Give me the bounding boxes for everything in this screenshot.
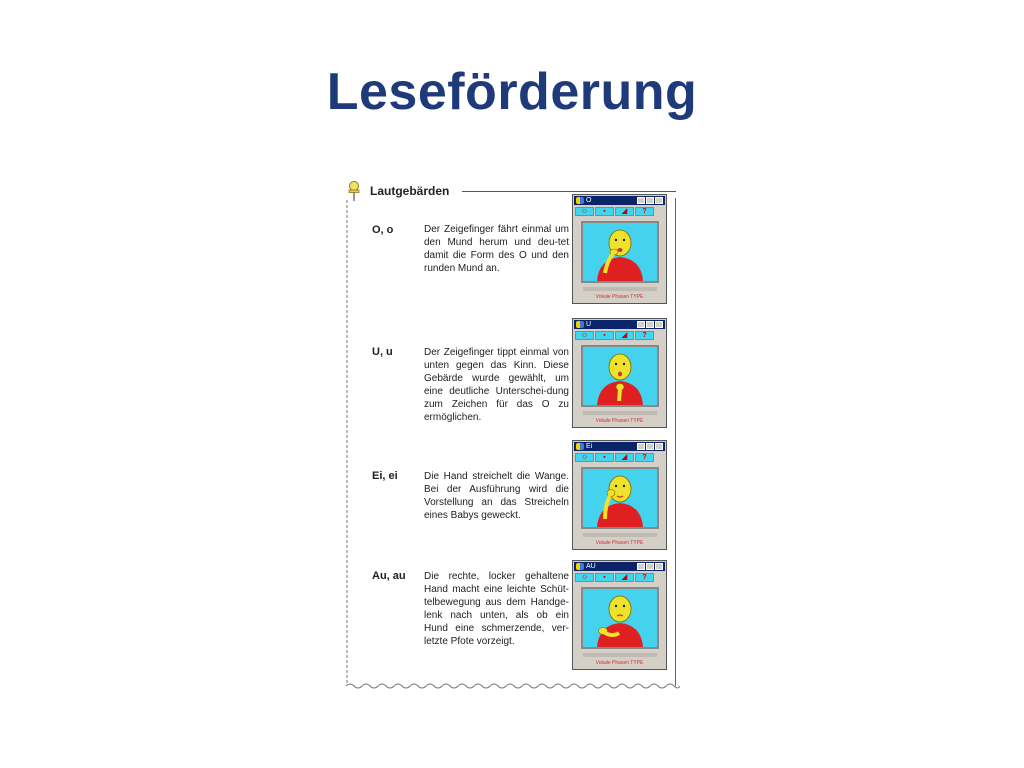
figure-tool-icon[interactable]: ☺: [575, 207, 594, 216]
entry-description: Die rechte, locker gehaltene Hand macht eine leichte Schüt-telbewegung aus dem Handge-lenk nach unten, als ob ein Hund eine schmerzende, ver-letzte Pfote vorzeigt.: [424, 571, 569, 647]
window-toolbar: [575, 453, 664, 462]
entry-label: Au, au: [372, 570, 406, 582]
minimize-button[interactable]: [637, 197, 645, 204]
window-titlebar: [574, 196, 665, 205]
app-logo-icon: [576, 321, 584, 328]
window-statusbar: [583, 411, 657, 415]
minimize-button[interactable]: [637, 443, 645, 450]
sign-video-window: [572, 440, 667, 550]
sign-video-window: [572, 318, 667, 428]
figure-tool-icon[interactable]: ☺: [575, 573, 594, 582]
chart-tool-icon[interactable]: ◢: [615, 331, 634, 340]
sign-animation-screen: [581, 467, 659, 529]
entry-label: U, u: [372, 346, 393, 358]
page-right-border: [675, 198, 676, 686]
window-titlebar: [574, 320, 665, 329]
help-icon[interactable]: ?: [635, 453, 654, 462]
entry-label: O, o: [372, 224, 394, 236]
sign-video-window: [572, 560, 667, 670]
figure-tool-icon[interactable]: ☺: [575, 453, 594, 462]
help-icon[interactable]: ?: [635, 207, 654, 216]
window-titlebar: [574, 562, 665, 571]
page-left-border: [346, 200, 348, 684]
type-tool-icon[interactable]: ▪: [595, 331, 614, 340]
close-button[interactable]: [655, 563, 663, 570]
entry-description: Die Hand streichelt die Wange. Bei der Ausführung wird die Vorstellung an das Streicheln eines Babys geweckt.: [424, 471, 569, 521]
minimize-button[interactable]: [637, 321, 645, 328]
window-footer-text: Vokale Phasen TYPE: [595, 660, 644, 666]
minimize-button[interactable]: [637, 563, 645, 570]
window-footer-text: Vokale Phasen TYPE: [595, 294, 644, 300]
app-logo-icon: [576, 197, 584, 204]
slide-title: Leseförderung: [326, 63, 698, 121]
window-title: AU: [586, 563, 596, 570]
window-title: Ei: [586, 443, 593, 450]
entry-label: Ei, ei: [372, 470, 398, 482]
window-title: O: [586, 197, 592, 204]
signing-figure-icon: [583, 469, 657, 527]
type-tool-icon[interactable]: ▪: [595, 453, 614, 462]
signing-figure-icon: [583, 223, 657, 281]
window-toolbar: [575, 207, 664, 216]
maximize-button[interactable]: [646, 443, 654, 450]
type-tool-icon[interactable]: ▪: [595, 573, 614, 582]
app-logo-icon: [576, 563, 584, 570]
help-icon[interactable]: ?: [635, 331, 654, 340]
maximize-button[interactable]: [646, 197, 654, 204]
sign-animation-screen: [581, 221, 659, 283]
window-title: U: [586, 321, 592, 328]
sign-animation-screen: [581, 587, 659, 649]
close-button[interactable]: [655, 197, 663, 204]
close-button[interactable]: [655, 321, 663, 328]
sign-video-window: [572, 194, 667, 304]
window-statusbar: [583, 653, 657, 657]
window-footer-text: Vokale Phasen TYPE: [595, 540, 644, 546]
document-heading: Lautgebärden: [370, 184, 450, 198]
window-titlebar: [574, 442, 665, 451]
entry-description: Der Zeigefinger fährt einmal um den Mund herum und deu-tet damit die Form des O und den runden Mund an.: [424, 224, 569, 274]
signing-figure-icon: [583, 589, 657, 647]
signing-figure-icon: [583, 347, 657, 405]
help-icon[interactable]: ?: [635, 573, 654, 582]
header-divider: [462, 191, 676, 192]
figure-tool-icon[interactable]: ☺: [575, 331, 594, 340]
type-tool-icon[interactable]: ▪: [595, 207, 614, 216]
chart-tool-icon[interactable]: ◢: [615, 573, 634, 582]
window-footer-text: Vokale Phasen TYPE: [595, 418, 644, 424]
chart-tool-icon[interactable]: ◢: [615, 207, 634, 216]
close-button[interactable]: [655, 443, 663, 450]
chart-tool-icon[interactable]: ◢: [615, 453, 634, 462]
app-logo-icon: [576, 443, 584, 450]
pushpin-icon: [346, 180, 362, 202]
maximize-button[interactable]: [646, 563, 654, 570]
torn-page-edge: [346, 682, 680, 690]
window-toolbar: [575, 573, 664, 582]
maximize-button[interactable]: [646, 321, 654, 328]
window-statusbar: [583, 533, 657, 537]
sign-animation-screen: [581, 345, 659, 407]
document-page: [346, 174, 680, 690]
entry-description: Der Zeigefinger tippt einmal von unten gegen das Kinn. Diese Gebärde wurde gewählt, um eine deutliche Unterschei-dung zum Zeichen für das O zu ermöglichen.: [424, 347, 569, 423]
window-statusbar: [583, 287, 657, 291]
window-toolbar: [575, 331, 664, 340]
